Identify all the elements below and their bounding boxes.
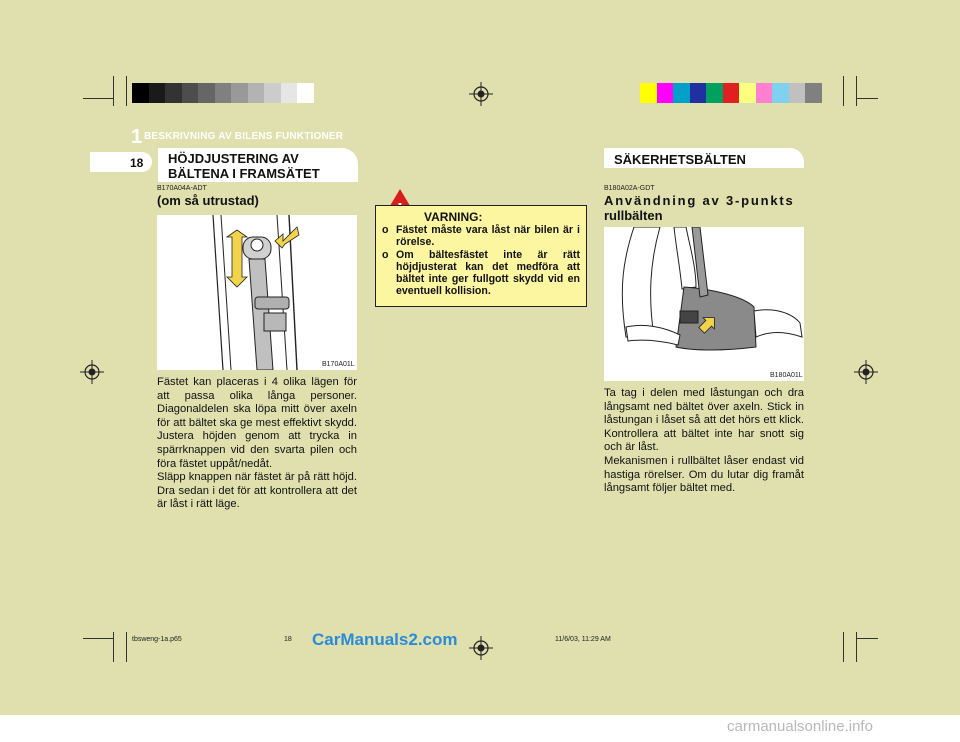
- watermark: carmanualsonline.info: [727, 718, 873, 735]
- registration-mark-icon: [854, 360, 878, 384]
- color-swatch: [805, 83, 822, 103]
- crop-mark: [83, 98, 113, 99]
- footer-filename: tbsweng-1a.p65: [132, 636, 182, 643]
- registration-mark-icon: [469, 636, 493, 660]
- color-swatch: [231, 83, 248, 103]
- registration-mark-icon: [80, 360, 104, 384]
- paragraph: Ta tag i delen med låstungan och dra långsamt ned bältet över axeln. Stick in låstungan i låset så att det hörs ett klick. Kontrollera att bältet inte har snott sig och är låst.: [604, 387, 804, 454]
- crop-mark: [126, 632, 127, 662]
- color-swatch: [739, 83, 756, 103]
- subheading-line1: Användning av 3-punkts: [604, 193, 795, 208]
- color-swatch: [215, 83, 232, 103]
- section-heading-right: SÄKERHETSBÄLTEN: [614, 152, 746, 167]
- paragraph: Fästet kan placeras i 4 olika lägen för att passa olika långa personer. Diagonaldelen ska löpa mitt över axeln för att bältet ska ge mest effektivt skydd. Justera höjden genom att trycka in spärrknappen vid den svarta pilen och föra fästet uppåt/nedåt.: [157, 376, 357, 470]
- color-swatch: [673, 83, 690, 103]
- subheading-line2: rullbälten: [604, 208, 663, 223]
- warning-title: VARNING:: [424, 210, 483, 224]
- color-swatch: [198, 83, 215, 103]
- page-number-tab: [90, 152, 152, 172]
- seatbelt-height-adjuster-illustration: [157, 215, 357, 370]
- subheading: (om så utrustad): [157, 193, 259, 208]
- crop-mark: [856, 638, 878, 639]
- paragraph: Mekanismen i rullbältet låser endast vid hastiga rörelser. Om du lutar dig framåt långsamt följer bältet med.: [604, 454, 804, 495]
- article-code: B180A02A-GDT: [604, 185, 655, 192]
- warning-box: [375, 205, 587, 307]
- bullet: o: [382, 248, 389, 261]
- color-swatch: [182, 83, 199, 103]
- footer-page: 18: [284, 636, 292, 643]
- color-swatch: [264, 83, 281, 103]
- color-swatch: [132, 83, 149, 103]
- color-swatch: [149, 83, 166, 103]
- color-swatch: [756, 83, 773, 103]
- color-swatch: [723, 83, 740, 103]
- body-text-right: [604, 387, 804, 496]
- crop-mark: [843, 76, 844, 106]
- color-swatch: [706, 83, 723, 103]
- crop-mark: [843, 632, 844, 662]
- crop-mark: [856, 76, 857, 106]
- color-swatch: [772, 83, 789, 103]
- crop-mark: [856, 632, 857, 662]
- paragraph: Släpp knappen när fästet är på rätt höjd. Dra sedan i det för att kontrollera att det är låst i rätt läge.: [157, 471, 357, 511]
- body-text-left: [157, 376, 357, 512]
- crop-mark: [83, 638, 113, 639]
- chapter-number: 1: [131, 126, 143, 148]
- crop-mark: [113, 632, 114, 662]
- color-swatch: [789, 83, 806, 103]
- registration-mark-icon: [469, 82, 493, 106]
- color-swatch: [297, 83, 314, 103]
- page-number: 18: [130, 156, 144, 170]
- crop-mark: [126, 76, 127, 106]
- color-swatch: [657, 83, 674, 103]
- section-heading-line2: BÄLTENA I FRAMSÄTET: [168, 166, 320, 181]
- image-label: B170A01L: [322, 361, 355, 368]
- color-calibration-bar: [640, 83, 822, 103]
- crop-mark: [856, 98, 878, 99]
- color-swatch: [640, 83, 657, 103]
- crop-mark: [113, 76, 114, 106]
- footer-datetime: 11/6/03, 11:29 AM: [555, 636, 611, 643]
- carmanuals-logo[interactable]: CarManuals2.com: [312, 630, 458, 649]
- color-swatch: [248, 83, 265, 103]
- warning-list: [382, 224, 580, 298]
- section-heading-line1: HÖJDJUSTERING AV: [168, 151, 299, 166]
- chapter-title: BESKRIVNING AV BILENS FUNKTIONER: [144, 131, 344, 142]
- image-label: B180A01L: [770, 372, 803, 379]
- warning-item: o Fästet måste vara låst när bilen är i rörelse.: [382, 224, 580, 249]
- color-swatch: [165, 83, 182, 103]
- three-point-belt-illustration: [604, 227, 804, 381]
- warning-item: o Om bältesfästet inte är rätt höjdjusterat kan det medföra att bältet inte ger fullgott skydd vid en eventuell kollision.: [382, 248, 580, 298]
- bullet: o: [382, 224, 389, 236]
- grayscale-calibration-bar: [132, 83, 314, 103]
- article-code: B170A04A-ADT: [157, 185, 207, 192]
- color-swatch: [281, 83, 298, 103]
- color-swatch: [690, 83, 707, 103]
